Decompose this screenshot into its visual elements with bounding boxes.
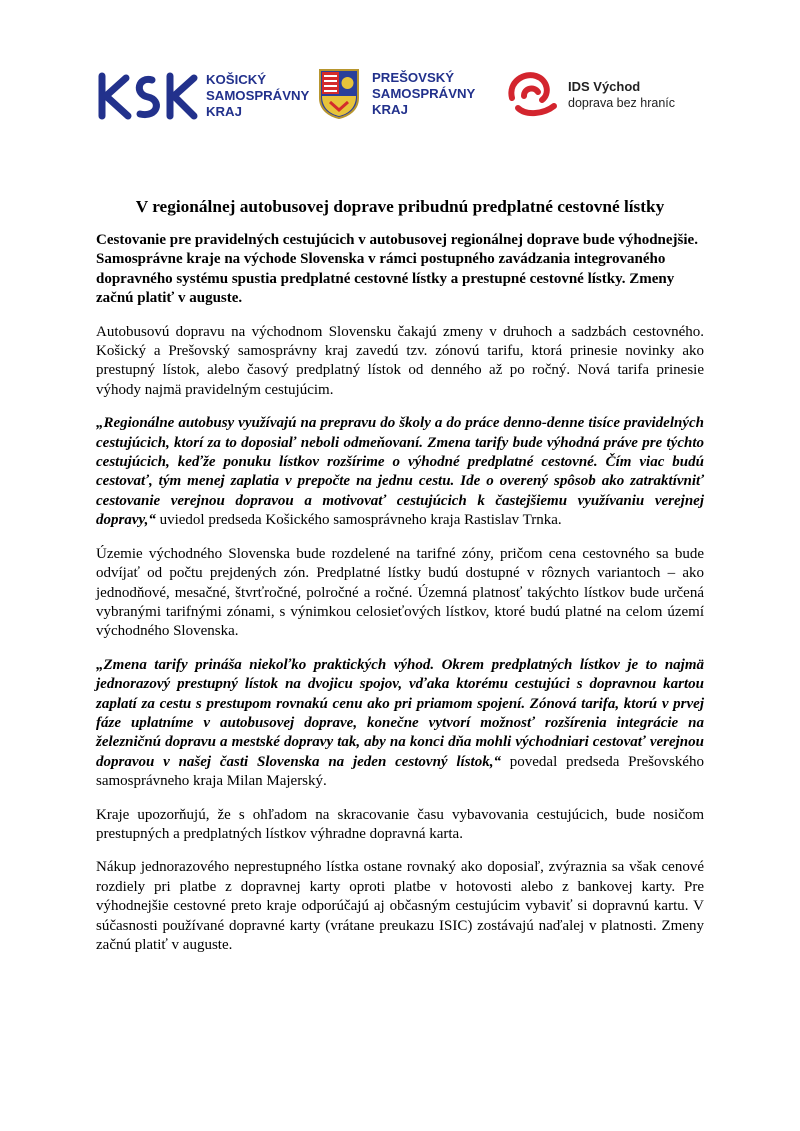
psk-logo-line: SAMOSPRÁVNY <box>372 86 476 101</box>
psk-coat-of-arms-icon <box>318 68 360 120</box>
article-paragraph: Kraje upozorňujú, že s ohľadom na skracovanie času vybavovania cestujúcich, bude nosičom prestupných a predplatných lístkov výhradne dopravná karta. <box>96 806 704 842</box>
quote-text: „Regionálne autobusy využívajú na prepravu do školy a do práce denno-denne tisíce pravidelných cestujúcich, ktorí za to doposiaľ neboli odmeňovaní. Zmena tarify bude výhodná práve pre týchto cestujúcich, keďže ponuku lístkov rozšírime o výhodné predplatné cestovné. Čím viac budú cestovať, tým menej zaplatia v prepočte na jednu cestu. Ide o overený spôsob ako zatraktívniť cestovanie verejnou dopravou a motivovať cestujúcich k častejšiemu využívaniu verejnej dopravy,“ <box>96 415 704 529</box>
ksk-logo-text <box>206 72 309 120</box>
article-paragraph: Autobusovú dopravu na východnom Slovensku čakajú zmeny v druhoch a sadzbách cestovného. Košický a Prešovský samosprávny kraj zavedú tzv. zónovú tarifu, ktorá prinesie novinky ako prestupný lístok, alebo časový predplatný lístok od denného až po ročný. Nová tarifa prinesie výhody najmä pravidelným cestujúcim. <box>96 323 704 398</box>
article-paragraph: Územie východného Slovenska bude rozdelené na tarifné zóny, pričom cena cestovného sa bude odvíjať od počtu prejdených zón. Predplatné lístky budú dostupné v rôznych variantoch – ako jednodňové, mesačné, štvrťročné, polročné a ročné. Územná platnosť takýchto lístkov bude určená vybranými tarifnými zónami, s výnimkou celosieťových lístkov, ktoré budú platné na celom území východného Slovenska. <box>96 545 704 640</box>
ids-logo-subtitle: doprava bez hraníc <box>568 95 676 110</box>
psk-logo-text <box>372 70 475 118</box>
article-quote-paragraph <box>96 414 704 530</box>
quote-attribution: povedal predseda Prešovského samosprávneho kraja Milan Majerský. <box>96 753 704 790</box>
psk-logo-line: PREŠOVSKÝ <box>372 70 455 85</box>
ids-logo <box>504 68 675 120</box>
ksk-logo-line: SAMOSPRÁVNY <box>206 88 310 103</box>
ids-logo-text <box>568 79 675 110</box>
ksk-logo-line: KRAJ <box>206 104 242 119</box>
psk-logo <box>318 68 475 120</box>
quote-attribution: uviedol predseda Košického samosprávneho kraja Rastislav Trnka. <box>155 512 562 529</box>
ids-swirl-icon <box>504 68 560 120</box>
psk-logo-line: KRAJ <box>372 102 408 117</box>
article-paragraph: Nákup jednorazového neprestupného lístka ostane rovnaký ako doposiaľ, zvýraznia sa však cenové rozdiely pri platbe z dopravnej karty oproti platbe v hotovosti alebo z bankovej karty. Pre výhodnejšie cestovné preto kraje odporúčajú aj občasným cestujúcim vybaviť si dopravnú kartu. V súčasnosti používané dopravné karty (vrátane preukazu ISIC) zostávajú naďalej v platnosti. Zmeny začnú platiť v auguste. <box>96 859 704 953</box>
article-title: V regionálnej autobusovej doprave pribudnú predplatné cestovné lístky <box>135 197 665 216</box>
ksk-logo-line: KOŠICKÝ <box>206 72 267 87</box>
ksk-logo <box>96 70 309 122</box>
quote-text: „Zmena tarify prináša niekoľko praktických výhod. Okrem predplatných lístkov je to najmä jednorazový prestupný lístok na dvojicu spojov, vďaka ktorému cestujúci s dopravnou kartou zaplatí za cestu s prestupom rovnakú cenu ako pri priamom spojení. Zónová tarifa, ktorú v prvej fáze uplatníme v autobusovej doprave, konečne vytvorí možnosť rozšírenia integrácie na železničnú dopravu a mestské dopravy tak, aby na konci dňa mohli východniari cestovať verejnou dopravou v našej časti Slovenska na jeden cestovný lístok,“ <box>96 656 704 770</box>
article-lead: Cestovanie pre pravidelných cestujúcich v autobusovej regionálnej doprave bude výhodnejšie. Samosprávne kraje na východe Slovenska v rámci postupného zavádzania integrovaného dopravného systému spustia predplatné cestovné lístky a prestupné cestovné lístky. Zmeny začnú platiť v auguste. <box>96 232 698 307</box>
ksk-emblem-icon <box>96 70 200 122</box>
article-quote-paragraph <box>96 656 704 792</box>
logo-bar <box>0 62 800 142</box>
ids-logo-title: IDS Východ <box>568 78 641 94</box>
article <box>96 196 704 969</box>
